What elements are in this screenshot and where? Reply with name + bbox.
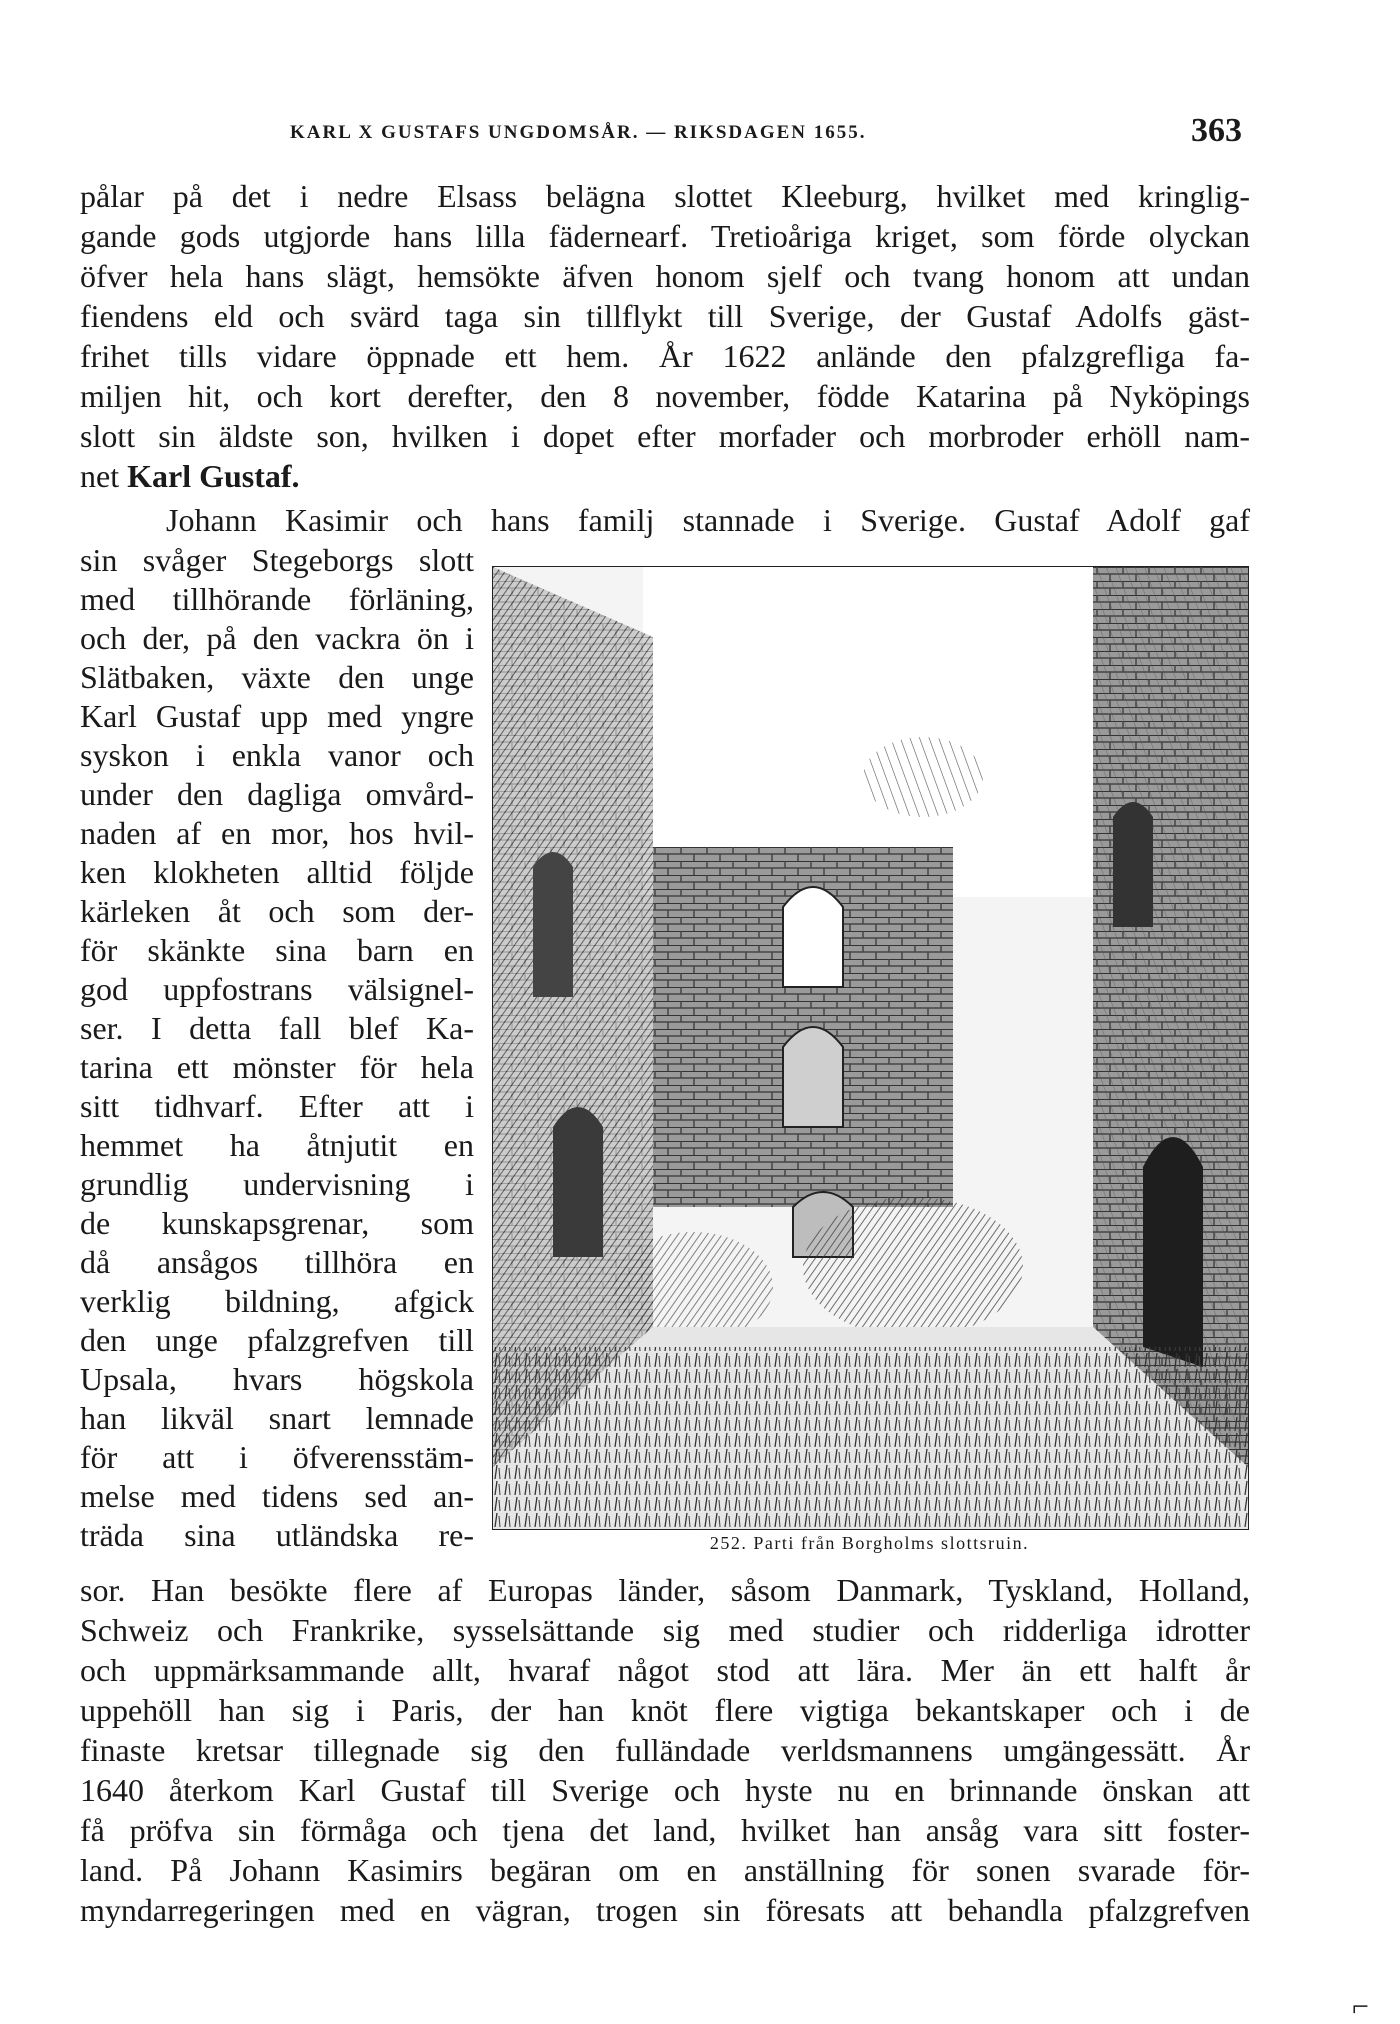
text-line: för att i öfverensstäm- xyxy=(80,1439,474,1475)
text-line: Slätbaken, växte den unge xyxy=(80,659,474,695)
text-line: Upsala, hvars högskola xyxy=(80,1361,474,1397)
text-line: öfver hela hans slägt, hemsökte äfven honom sjelf och tvang honom att undan xyxy=(80,258,1250,294)
text-line: och der, på den vackra ön i xyxy=(80,620,474,656)
text-line: kärleken åt och som der- xyxy=(80,893,474,929)
ruin-engraving xyxy=(492,566,1249,1530)
text-line: slott sin äldste son, hvilken i dopet efter morfader och morbroder erhöll nam- xyxy=(80,418,1250,454)
figure-caption: 252. Parti från Borgholms slottsruin. xyxy=(709,1533,1030,1553)
text-fragment: net xyxy=(80,458,128,494)
text-line: då ansågos tillhöra en xyxy=(80,1244,474,1280)
text-line: god uppfostrans välsignel- xyxy=(80,971,474,1007)
text-line: uppehöll han sig i Paris, der han knöt flere vigtiga bekantskaper och i de xyxy=(80,1692,1250,1728)
text-line: grundlig undervisning i xyxy=(80,1166,474,1202)
text-line: pålar på det i nedre Elsass belägna slottet Kleeburg, hvilket med kringlig- xyxy=(80,178,1250,214)
text-line: frihet tills vidare öppnade ett hem. År 1622 anlände den pfalzgrefliga fa- xyxy=(80,338,1250,374)
text-line: myndarregeringen med en vägran, trogen sin föresats att behandla pfalzgrefven xyxy=(80,1892,1250,1928)
text-line: träda sina utländska re- xyxy=(80,1517,474,1553)
text-line: syskon i enkla vanor och xyxy=(80,737,474,773)
text-line: för skänkte sina barn en xyxy=(80,932,474,968)
text-line: naden af en mor, hos hvil- xyxy=(80,815,474,851)
text-line: ken klokheten alltid följde xyxy=(80,854,474,890)
text-line: de kunskapsgrenar, som xyxy=(80,1205,474,1241)
text-line: Schweiz och Frankrike, sysselsättande sig med studier och ridderliga idrotter xyxy=(80,1612,1250,1648)
text-line xyxy=(80,456,1250,496)
page-number: 363 xyxy=(1191,112,1242,149)
running-title: KARL X GUSTAFS UNGDOMSÅR. — RIKSDAGEN 1655. xyxy=(290,122,867,143)
text-line: ser. I detta fall blef Ka- xyxy=(80,1010,474,1046)
text-line: melse med tidens sed an- xyxy=(80,1478,474,1514)
text-line: miljen hit, och kort derefter, den 8 november, födde Katarina på Nyköpings xyxy=(80,378,1250,414)
text-line: 1640 återkom Karl Gustaf till Sverige och hyste nu en brinnande önskan att xyxy=(80,1772,1250,1808)
text-line: finaste kretsar tillegnade sig den fulländade verldsmannens umgängessätt. År xyxy=(80,1732,1250,1768)
name-karl-gustaf: Karl Gustaf. xyxy=(127,458,300,494)
running-head xyxy=(290,112,1270,158)
text-line: Karl Gustaf upp med yngre xyxy=(80,698,474,734)
text-line: gande gods utgjorde hans lilla fädernearf. Tretioåriga kriget, som förde olyckan xyxy=(80,218,1250,254)
text-line: sin svåger Stegeborgs slott xyxy=(80,542,474,578)
text-line: land. På Johann Kasimirs begäran om en anställning för sonen svarade för- xyxy=(80,1852,1250,1888)
text-line: han likväl snart lemnade xyxy=(80,1400,474,1436)
text-line: sor. Han besökte flere af Europas länder, såsom Danmark, Tyskland, Holland, xyxy=(80,1572,1250,1608)
engraving-drawing xyxy=(493,567,1248,1529)
text-line: verklig bildning, afgick xyxy=(80,1283,474,1319)
corner-mark: ⌐ xyxy=(1352,1990,1369,2023)
text-line: under den dagliga omvård- xyxy=(80,776,474,812)
text-line: den unge pfalzgrefven till xyxy=(80,1322,474,1358)
text-line: få pröfva sin förmåga och tjena det land, hvilket han ansåg vara sitt foster- xyxy=(80,1812,1250,1848)
text-line: och uppmärksammande allt, hvaraf något stod att lära. Mer än ett halft år xyxy=(80,1652,1250,1688)
text-line: sitt tidhvarf. Efter att i xyxy=(80,1088,474,1124)
text-line: fiendens eld och svärd taga sin tillflykt till Sverige, der Gustaf Adolfs gäst- xyxy=(80,298,1250,334)
text-line: Johann Kasimir och hans familj stannade i Sverige. Gustaf Adolf gaf xyxy=(166,502,1250,538)
text-line: tarina ett mönster för hela xyxy=(80,1049,474,1085)
text-line: med tillhörande förläning, xyxy=(80,581,474,617)
text-line: hemmet ha åtnjutit en xyxy=(80,1127,474,1163)
